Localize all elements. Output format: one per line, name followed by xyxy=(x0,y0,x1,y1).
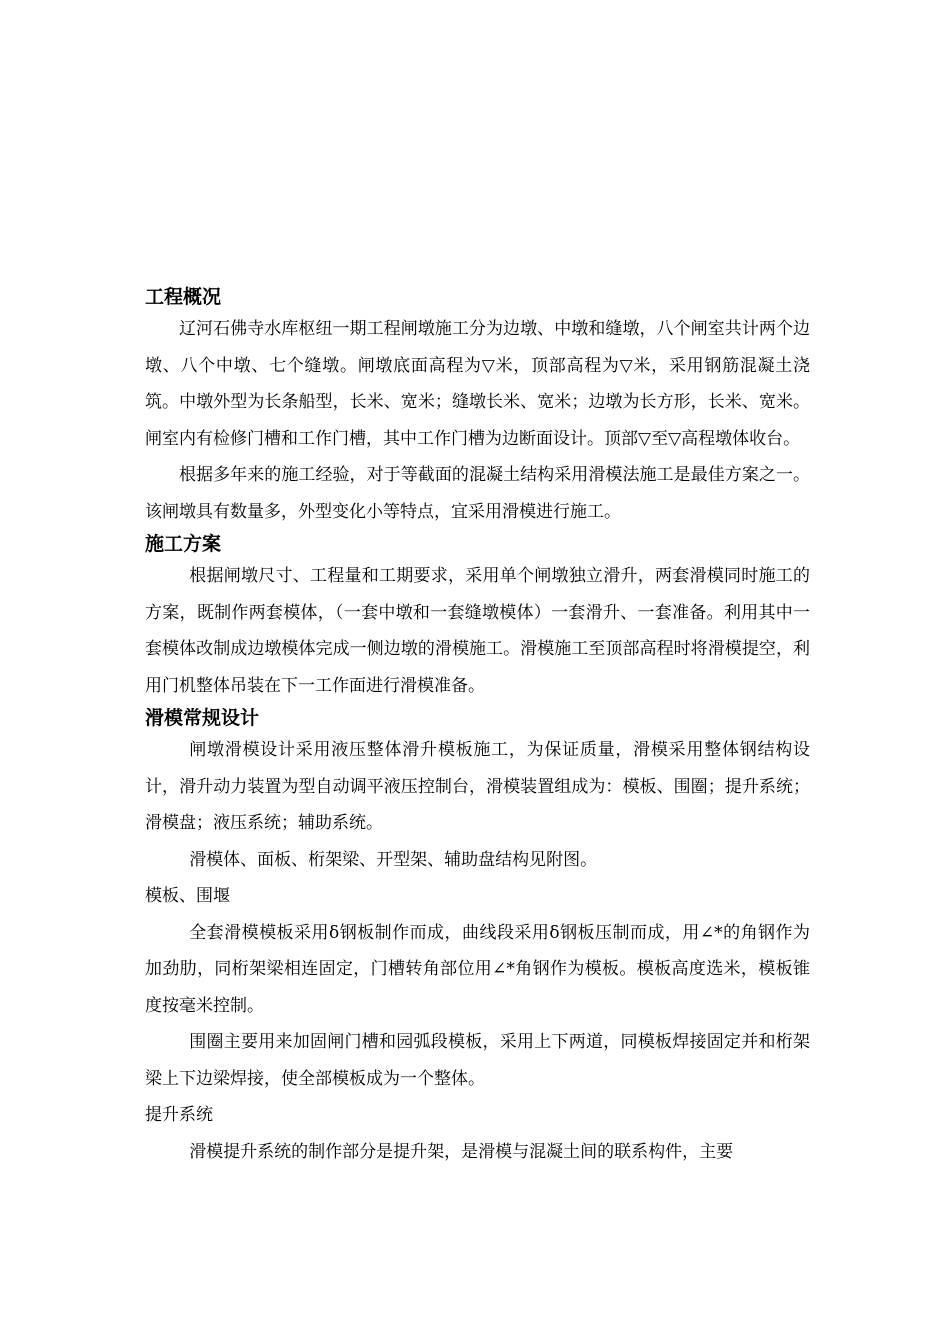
paragraph-project-overview-1: 辽河石佛寺水库枢纽一期工程闸墩施工分为边墩、中墩和缝墩，八个闸室共计两个边墩、八个中墩、七个缝墩。闸墩底面高程为▽米，顶部高程为▽米，采用钢筋混凝土浇筑。中墩外型为长条船型，长米、宽米；缝墩长米、宽米；边墩为长方形，长米、宽米。闸室内有检修门槽和工作门槽，其中工作门槽为边断面设计。顶部▽至▽高程墩体收台。 xyxy=(145,319,810,449)
paragraph-formwork-1: 全套滑模模板采用δ钢板制作而成，曲线段采用δ钢板压制而成，用∠*的角钢作为加劲肋，同桁架梁相连固定，门槽转角部位用∠*角钢作为模板。模板高度选米，模板锥度按毫米控制。 xyxy=(145,922,810,1016)
paragraph-project-overview-2: 根据多年来的施工经验，对于等截面的混凝土结构采用滑模法施工是最佳方案之一。该闸墩具有数量多，外型变化小等特点，宜采用滑模进行施工。 xyxy=(145,465,810,522)
subsection-title-formwork: 模板、围堰 xyxy=(145,886,230,906)
section-heading-slipform-design: 滑模常规设计 xyxy=(145,707,260,729)
section-heading-project-overview: 工程概况 xyxy=(145,286,222,308)
paragraph-formwork-2: 围圈主要用来加固闸门槽和园弧段模板，采用上下两道，同模板焊接固定并和桁架梁上下边梁焊接，使全部模板成为一个整体。 xyxy=(145,1032,810,1089)
paragraph-slipform-design-1: 闸墩滑模设计采用液压整体滑升模板施工，为保证质量，滑模采用整体钢结构设计，滑升动力装置为型自动调平液压控制台，滑模装置组成为：模板、围圈；提升系统；滑模盘；液压系统；辅助系统。 xyxy=(145,740,810,833)
document-body xyxy=(145,283,810,1170)
paragraph-lifting-system-1: 滑模提升系统的制作部分是提升架，是滑模与混凝土间的联系构件，主要 xyxy=(189,1141,734,1162)
subsection-title-lifting-system: 提升系统 xyxy=(145,1105,213,1125)
paragraph-slipform-design-2: 滑模体、面板、桁架梁、开型架、辅助盘结构见附图。 xyxy=(189,849,598,870)
paragraph-construction-plan-1: 根据闸墩尺寸、工程量和工期要求，采用单个闸墩独立滑升，两套滑模同时施工的方案，既制作两套模体，（一套中墩和一套缝墩模体）一套滑升、一套准备。利用其中一套模体改制成边墩模体完成一侧边墩的滑模施工。滑模施工至顶部高程时将滑模提空，利用门机整体吊装在下一工作面进行滑模准备。 xyxy=(145,566,810,696)
section-heading-construction-plan: 施工方案 xyxy=(145,533,222,555)
